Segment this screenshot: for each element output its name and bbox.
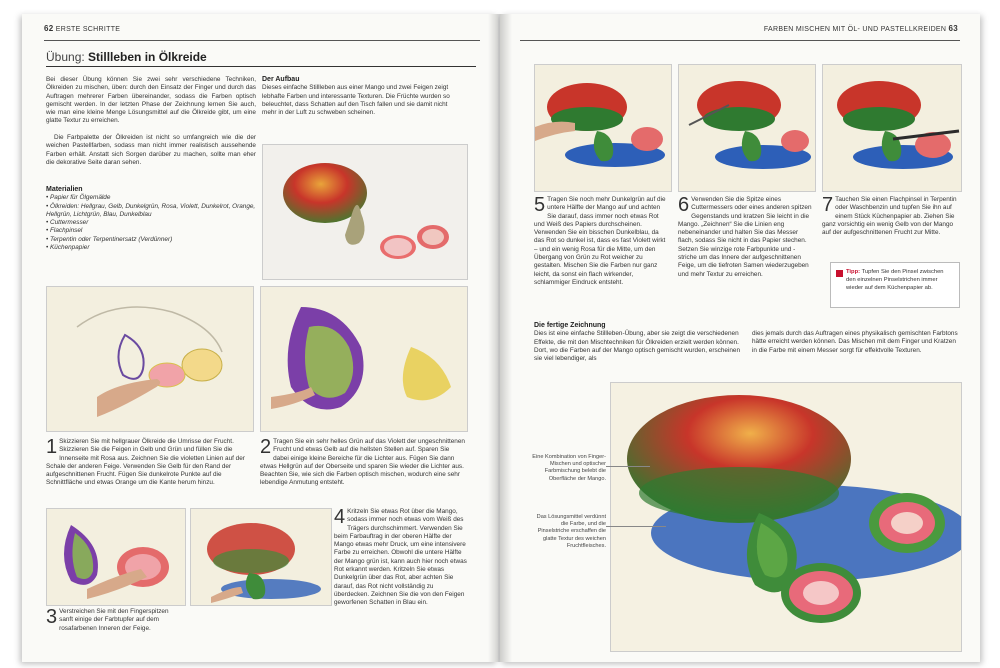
- step1-body: Skizzieren Sie mit hellgrauer Ölkreide die Umrisse der Frucht. Skizzieren Sie die Feigen in Gelb und Grün und füllen Sie die Innenseite mit Rosa aus. Zeichnen Sie die violetten Linien auf der Schale der anderen Feige. Verwenden Sie Gelb für den Rand der aufgeschnittenen Frucht. Fügen Sie dunkelrote Punkte auf die Schnittfläche und etwas Orange um die Kante herum hinzu.: [46, 438, 245, 487]
- title-prefix: Übung:: [46, 50, 89, 64]
- left-head-rule: [44, 40, 480, 41]
- step1-photo: [46, 286, 254, 432]
- material-item: • Küchenpapier: [46, 244, 90, 252]
- step1-number: 1: [46, 436, 58, 458]
- intro-paragraph-2: Die Farbpalette der Ölkreiden ist nicht so umfangreich wie die der weichen Pastellfarben, sodass man nicht immer realistisch aussehende Farben erhält. Anstatt sich Sorgen darüber zu machen, sollte man eher die dekorative Seite daran sehen.: [46, 134, 256, 166]
- final-block: [534, 322, 744, 363]
- step6-number: 6: [678, 194, 690, 216]
- left-running-head-text: ERSTE SCHRITTE: [55, 26, 121, 33]
- final-text-1: Dies ist eine einfache Stillleben-Übung, aber sie zeigt die verschiedenen Effekte, die mit den Mischtechniken für Ölkreiden erzielt werden können. Dort, wo die Farben auf der Mango optisch gemischt wurden, erscheinen sie viel lebendiger, als: [534, 330, 741, 363]
- step4-body: Kritzeln Sie etwas Rot über die Mango, sodass immer noch etwas vom Weiß des Trägers durchschimmert. Verwenden Sie beim Farbauftrag in der oberen Hälfte der Mango etwas mehr Druck, um eine intensivere Farbe zu erreichen. Obwohl die untere Hälfte der Mango grün ist, kann auch hier noch etwas Rot erkannt werden. Kritzeln Sie etwas Dunkelgrün über das Rot, aber achten Sie darauf, das Rot nicht vollständig zu überdecken. Zeichnen Sie die von den Feigen geworfenen Schatten in Blau ein.: [334, 508, 467, 607]
- right-running-head-text: FARBEN MISCHEN MIT ÖL- UND PASTELLKREIDEN: [763, 26, 947, 33]
- tip-text: [846, 268, 954, 292]
- step7-body: Tauchen Sie einen Flachpinsel in Terpentin oder Waschbenzin und tupfen Sie ihn auf einem Stück Küchenpapier ab. Ziehen Sie ganz vorsichtig ein wenig Gelb von der Mango auf der aufgeschnittenen Frucht zur Mitte.: [822, 196, 957, 237]
- step3-photo: [46, 508, 186, 606]
- material-item: • Papier für Ölgemälde: [46, 194, 111, 202]
- step2-photo: [260, 286, 468, 432]
- setup-heading: Der Aufbau: [262, 76, 300, 83]
- step6-text: [678, 196, 814, 279]
- step3-body: Verstreichen Sie mit den Fingerspitzen sanft einige der Farbtupfer auf dem rosafarbenen Inneren der Feige.: [59, 608, 169, 632]
- step7-number: 7: [822, 194, 834, 216]
- step5-body: Tragen Sie noch mehr Dunkelgrün auf die untere Hälfte der Mango auf und achten Sie darauf, dass immer noch etwas Rot und Weiß des Papiers durchscheinen. Verwenden Sie ein bisschen Dunkelblau, da das Rot so dunkel ist, dass es fast Violett wirkt – und ein wenig Rosa für die Mitte, um den Übergang von Grün zu Rot weicher zu gestalten. Mischen Sie die Farben nur ganz leicht, da sonst ein flach wirkender, schlammiger Eindruck entsteht.: [534, 196, 666, 286]
- right-page: [500, 14, 980, 662]
- step1-text: [46, 438, 252, 488]
- caption-mango: Eine Kombination von Finger-Mischen und optischer Farbmischung belebt die Oberfläche der Mango.: [532, 454, 606, 482]
- left-running-head: [44, 24, 120, 33]
- step7-photo: [822, 64, 962, 192]
- step5-number: 5: [534, 194, 546, 216]
- final-heading: Die fertige Zeichnung: [534, 322, 606, 329]
- step5-photo: [534, 64, 672, 192]
- material-item: • Ölkreiden: Hellgrau, Gelb, Dunkelgrün, Rosa, Violett, Dunkelrot, Orange, Hellgrün, Lichtgrün, Blau, Dunkelblau: [46, 202, 256, 218]
- tip-marker: [836, 270, 843, 277]
- intro-paragraph: Bei dieser Übung können Sie zwei sehr verschiedene Techniken, Ölkreiden zu mischen, üben: durch den Einsatz der Finger und durch das Auftragen mehrerer Farben übereinander, sodass die Farben optisch gemischt werden. In der letzten Phase der Zeichnung lernen Sie auch, wie man eine kleine Menge Lösungsmittel auf die Ölkreide gibt, um eine glatte Textur zu erreichen.: [46, 76, 256, 125]
- step4-number: 4: [334, 506, 346, 528]
- materials-heading: Materialien: [46, 186, 83, 193]
- setup-photo: [262, 144, 468, 280]
- title-rule: [46, 66, 476, 67]
- step3-number: 3: [46, 606, 58, 628]
- left-page-number: 62: [44, 24, 54, 33]
- caption-solvent-leader: [606, 526, 666, 527]
- step7-text: [822, 196, 960, 237]
- material-item: • Cuttermesser: [46, 219, 89, 227]
- right-running-head: [764, 24, 958, 33]
- right-head-rule: [520, 40, 960, 41]
- step2-text: [260, 438, 466, 488]
- step3-text: [46, 608, 184, 633]
- step2-number: 2: [260, 436, 272, 458]
- caption-mango-leader: [606, 466, 650, 467]
- book-gutter: [488, 14, 512, 662]
- step5-text: [534, 196, 670, 287]
- tip-body: Tupfen Sie den Pinsel zwischen den einzelnen Pinselstrichen immer wieder auf dem Küchenpapier ab.: [846, 269, 944, 291]
- final-text-2: dies jemals durch das Auftragen eines physikalisch gemischten Farbtons hätte erreicht werden können. Das Mischen mit dem Finger und Kratzen in die Farbe mit einem Messer sorgt für effektvolle Texturen.: [752, 330, 958, 354]
- caption-solvent: Das Lösungsmittel verdünnt die Farbe, und die Pinselstriche erschaffen die glatte Textur des weichen Fruchtfleisches.: [536, 514, 606, 549]
- setup-block: [262, 76, 462, 117]
- step2-body: Tragen Sie ein sehr helles Grün auf das Violett der ungeschnittenen Frucht und etwas Gelb auf die hellsten Stellen auf. Sparen Sie dabei einige kleine Bereiche für die Lichter aus. Fügen Sie dann etwas Hellgrün auf der Oberseite und sparen Sie wieder die Lichter aus. Beachten Sie, wie sich die Farben optisch mischen, wodurch eine sehr lebendige Anmutung entsteht.: [260, 438, 465, 487]
- setup-text: Dieses einfache Stillleben aus einer Mango und zwei Feigen zeigt lebhafte Farben und interessante Texturen. Die Früchte wurden so beleuchtet, dass Schatten auf den Tisch fallen und sie damit nicht mehr in der Luft zu schweben scheinen.: [262, 84, 450, 117]
- tip-label: Tipp:: [846, 269, 861, 275]
- step6-photo: [678, 64, 816, 192]
- step4-text: [334, 508, 468, 608]
- tip-box: [830, 262, 960, 308]
- left-page: [22, 14, 498, 662]
- material-item: • Terpentin oder Terpentinersatz (Verdünner): [46, 235, 173, 243]
- title-main: Stillleben in Ölkreide: [88, 50, 207, 64]
- materials-block: [46, 186, 256, 252]
- material-item: • Flachpinsel: [46, 227, 83, 235]
- right-page-number: 63: [948, 24, 958, 33]
- final-drawing: [610, 382, 962, 652]
- step6-body: Verwenden Sie die Spitze eines Cuttermessers oder eines anderen spitzen Gegenstands und kratzen Sie leicht in die Mango. „Zeichnen“ Sie die Linien eng nebeneinander und halten Sie das Messer flach, sodass Sie nicht in das Papier stechen. Setzen Sie winzige rote Farbpunkte und -striche um das Innere der aufgeschnittenen Feige, um die tiefroten Samen wiederzugeben und mehr Textur zu erreichen.: [678, 196, 812, 278]
- exercise-title: [46, 50, 207, 64]
- step4-photo: [190, 508, 332, 606]
